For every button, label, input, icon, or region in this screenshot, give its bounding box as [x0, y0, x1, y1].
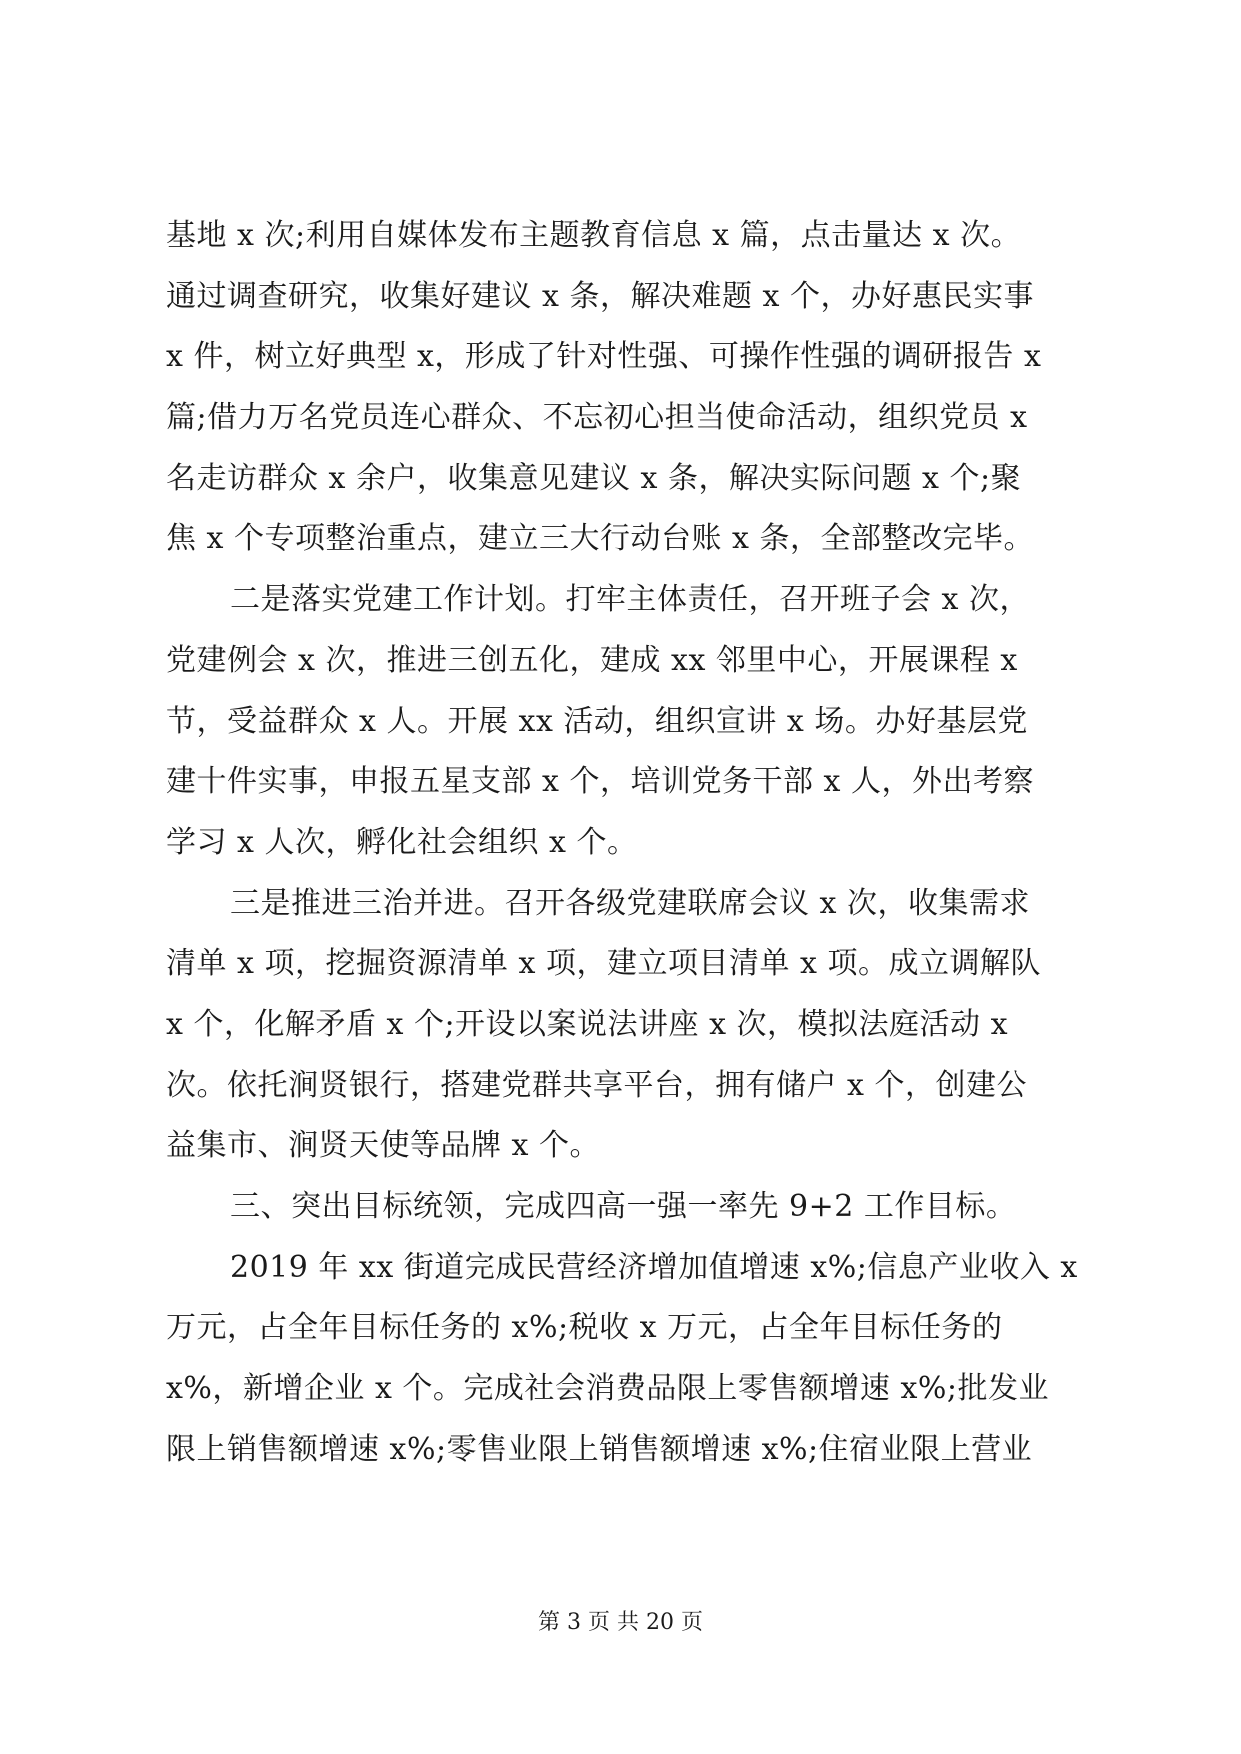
text-line: 万元，占全年目标任务的 x%;税收 x 万元，占全年目标任务的	[166, 1310, 1003, 1346]
paragraph-start-line: 二是落实党建工作计划。打牢主体责任，召开班子会 x 次，	[230, 582, 1030, 618]
text-line: 党建例会 x 次，推进三创五化，建成 xx 邻里中心，开展课程 x	[166, 642, 1018, 678]
text-line: x%，新增企业 x 个。完成社会消费品限上零售额增速 x%;批发业	[166, 1371, 1049, 1407]
text-line: x 个，化解矛盾 x 个;开设以案说法讲座 x 次，模拟法庭活动 x	[166, 1006, 1008, 1042]
text-line: 益集市、涧贤天使等品牌 x 个。	[166, 1128, 600, 1164]
text-line: 通过调查研究，收集好建议 x 条，解决难题 x 个，办好惠民实事	[166, 278, 1034, 314]
section-heading: 三、突出目标统领，完成四高一强一率先 9+2 工作目标。	[230, 1189, 1017, 1224]
page-number-footer: 第 3 页 共 20 页	[538, 1610, 703, 1635]
text-line: 基地 x 次;利用自媒体发布主题教育信息 x 篇，点击量达 x 次。	[166, 218, 1022, 253]
text-line: 节，受益群众 x 人。开展 xx 活动，组织宣讲 x 场。办好基层党	[166, 703, 1028, 739]
text-line: x 件，树立好典型 x，形成了针对性强、可操作性强的调研报告 x	[166, 339, 1042, 375]
text-line: 名走访群众 x 余户，收集意见建议 x 条，解决实际问题 x 个;聚	[166, 460, 1022, 496]
text-line: 建十件实事，申报五星支部 x 个，培训党务干部 x 人，外出考察	[166, 764, 1034, 800]
document-body	[166, 206, 1086, 1480]
paragraph-start-line: 三是推进三治并进。召开各级党建联席会议 x 次，收集需求	[230, 885, 1030, 921]
text-line: 次。依托涧贤银行，搭建党群共享平台，拥有储户 x 个，创建公	[166, 1067, 1027, 1103]
text-line: 篇;借力万名党员连心群众、不忘初心担当使命活动，组织党员 x	[166, 400, 1028, 436]
text-line: 学习 x 人次，孵化社会组织 x 个。	[166, 824, 638, 860]
text-line: 焦 x 个专项整治重点，建立三大行动台账 x 条，全部整改完毕。	[166, 521, 1034, 557]
text-line: 清单 x 项，挖掘资源清单 x 项，建立项目清单 x 项。成立调解队	[166, 946, 1041, 982]
text-line: 限上销售额增速 x%;零售业限上销售额增速 x%;住宿业限上营业	[166, 1431, 1033, 1467]
paragraph-start-line: 2019 年 xx 街道完成民营经济增加值增速 x%;信息产业收入 x	[230, 1249, 1078, 1285]
